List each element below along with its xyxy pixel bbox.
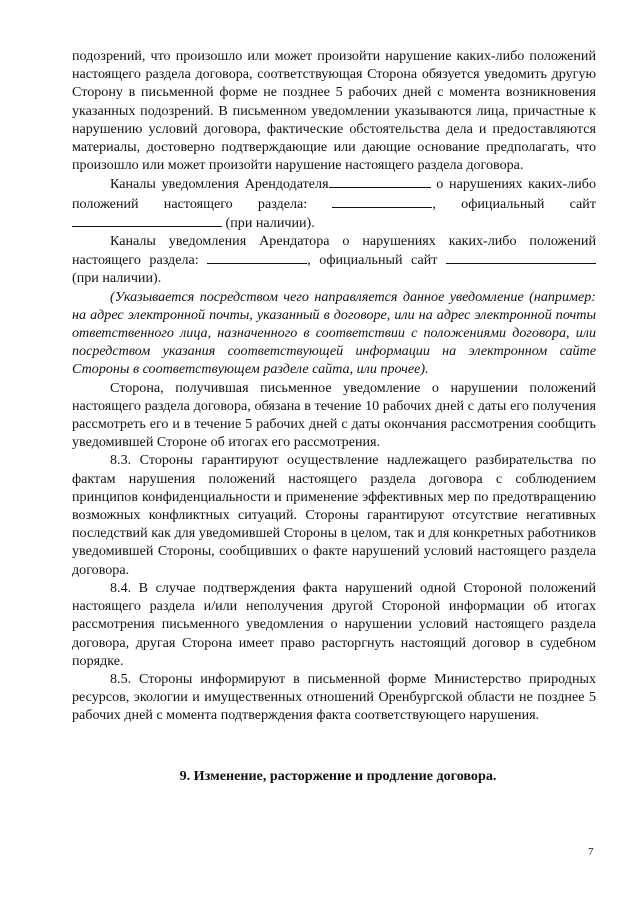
landlord-site-blank (72, 213, 222, 227)
paragraph-landlord-channels (72, 174, 596, 232)
landlord-channels-label: Каналы уведомления Арендодателя (110, 176, 329, 193)
tenant-if-any: (при наличии). (72, 270, 162, 287)
paragraph-notice-method-note: (Указывается посредством чего направляется данное уведомление (например: на адрес электронной почты, указанный в договоре, или на адрес электронной почты ответственного лица, назначенного в соответствии с положениями договора, или посредством указания соответствующей информации на электронном сайте Стороны в соответствующем разделе сайта, или прочее). (72, 288, 596, 378)
paragraph-tenant-channels (72, 232, 596, 288)
tenant-site-label: , официальный сайт (307, 252, 438, 269)
tenant-site-blank (446, 250, 596, 264)
paragraph-8-5: 8.5. Стороны информируют в письменной форме Министерство природных ресурсов, экологии и имущественных отношений Оренбургской области не позднее 5 рабочих дней с момента подтверждения факта соответствующего нарушения. (72, 670, 596, 724)
tenant-channels-text: Каналы уведомления Арендатора о нарушениях каких-либо положений настоящего раздела: (72, 233, 596, 269)
section-9-heading: 9. Изменение, расторжение и продление договора. (179, 768, 497, 784)
landlord-channel-blank (329, 174, 431, 188)
landlord-site-label: , официальный сайт (432, 195, 597, 212)
landlord-channels-text: о нарушениях каких-либо положений настоящего раздела: (72, 176, 596, 212)
paragraph-8-4: 8.4. В случае подтверждения факта нарушений одной Стороной положений настоящего раздела и/или неполучения другой Стороной информации об итогах рассмотрения письменного уведомления о нарушении условий настоящего раздела договора, другая Сторона имеет право расторгнуть настоящий договор в судебном порядке. (72, 579, 596, 669)
paragraph-review-procedure: Сторона, получившая письменное уведомление о нарушении положений настоящего раздела договора, обязана в течение 10 рабочих дней с даты его получения рассмотреть его и в течение 5 рабочих дней с даты окончания рассмотрения сообщить уведомившей Стороне об итогах его рассмотрения. (72, 379, 596, 451)
paragraph-8-3: 8.3. Стороны гарантируют осуществление надлежащего разбирательства по фактам нарушения положений настоящего раздела договора с соблюдением принципов конфиденциальности и применение эффективных мер по предотвращению возможных конфликтных ситуаций. Стороны гарантируют отсутствие негативных последствий как для уведомившей Стороны в целом, так и для конкретных работников уведомившей Стороны, сообщивших о факте нарушений условий настоящего раздела договора. (72, 452, 596, 578)
landlord-if-any: (при наличии). (225, 214, 315, 231)
landlord-section-blank (332, 194, 432, 208)
page-number: 7 (588, 846, 594, 858)
paragraph-suspicion-notice: подозрений, что произошло или может произойти нарушение каких-либо положений настоящего раздела договора, соответствующая Сторона обязуется уведомить другую Сторону в письменной форме не позднее 5 рабочих дней с момента возникновения указанных подозрений. В письменном уведомлении указываются лица, причастные к нарушению условий договора, фактические обстоятельства дела и предоставляются материалы, достоверно подтверждающие или дающие основание предполагать, что произошло или может произойти нарушение настоящего раздела договора. (72, 48, 596, 174)
tenant-section-blank (207, 250, 307, 264)
document-body (72, 47, 596, 725)
